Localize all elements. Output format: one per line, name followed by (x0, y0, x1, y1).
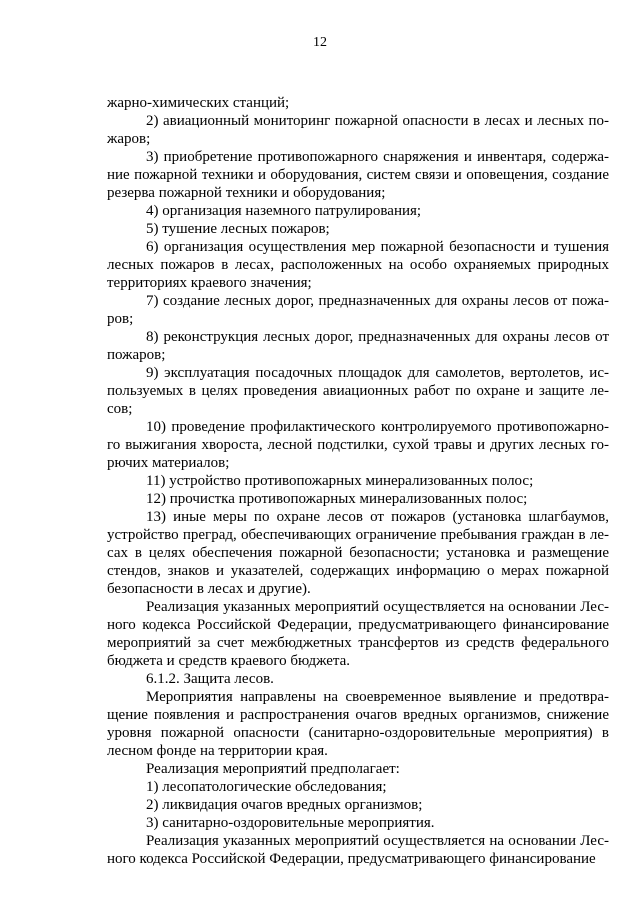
paragraph-implementation-basis-2: Реализация указанных мероприятий осуществляется на основании Лесного кодекса Российской Федерации, предусматривающего финансирование (107, 833, 609, 867)
list-item-forest-roads-creation: 7) создание лесных дорог, предназначенных для охраны лесов от пожаров; (107, 293, 609, 327)
list-item-forest-roads-reconstruction: 8) реконструкция лесных дорог, предназначенных для охраны лесов от пожаров; (107, 329, 609, 363)
list-item-aviation-monitoring: 2) авиационный мониторинг пожарной опасности в лесах и лесных пожаров; (107, 113, 609, 147)
page-number: 12 (313, 35, 327, 50)
list-item-pest-elimination: 2) ликвидация очагов вредных организмов; (146, 797, 423, 813)
list-item-sanitary-measures: 3) санитарно-оздоровительные мероприятия. (146, 815, 435, 831)
paragraph-implementation-basis: Реализация указанных мероприятий осуществляется на основании Лесного кодекса Российской Федерации, предусматривающего финансирование мероприятий за счет межбюджетных трансфертов из средств федерального бюджета и средств краевого бюджета. (107, 599, 609, 669)
section-heading-forest-protection: 6.1.2. Защита лесов. (146, 671, 274, 687)
list-item-controlled-burning: 10) проведение профилактического контролируемого противопожарного выжигания хвороста, лесной подстилки, сухой травы и других лесных горючих материалов; (107, 419, 609, 471)
list-item-fire-extinguishing: 5) тушение лесных пожаров; (146, 221, 330, 237)
list-item-pathology-surveys: 1) лесопатологические обследования; (146, 779, 387, 795)
paragraph-implementation-intro: Реализация мероприятий предполагает: (146, 761, 400, 777)
document-body (107, 94, 609, 868)
list-item-other-measures: 13) иные меры по охране лесов от пожаров (установка шлагбаумов, устройство преград, обеспечивающих ограничение пребывания граждан в лесах в целях обеспечения пожарной безопасности; установка и размещение стендов, знаков и указателей, содержащих информацию о мерах пожарной безопасности в лесах и другие). (107, 509, 609, 597)
paragraph-continuation: жарно-химических станций; (107, 95, 290, 111)
list-item-protected-territories: 6) организация осуществления мер пожарной безопасности и тушения лесных пожаров в лесах, расположенных на особо охраняемых природных территориях краевого значения; (107, 239, 609, 291)
list-item-mineralized-strips: 11) устройство противопожарных минерализованных полос; (146, 473, 534, 489)
list-item-strips-cleaning: 12) прочистка противопожарных минерализованных полос; (146, 491, 528, 507)
list-item-ground-patrol: 4) организация наземного патрулирования; (146, 203, 422, 219)
list-item-landing-sites: 9) эксплуатация посадочных площадок для самолетов, вертолетов, используемых в целях проведения авиационных работ по охране и защите лесов; (107, 365, 609, 417)
list-item-equipment-purchase: 3) приобретение противопожарного снаряжения и инвентаря, содержание пожарной техники и оборудования, систем связи и оповещения, создание резерва пожарной техники и оборудования; (107, 149, 609, 201)
paragraph-measures-purpose: Мероприятия направлены на своевременное выявление и предотвращение появления и распространения очагов вредных организмов, снижение уровня пожарной опасности (санитарно-оздоровительные мероприятия) в лесном фонде на территории края. (107, 689, 609, 759)
